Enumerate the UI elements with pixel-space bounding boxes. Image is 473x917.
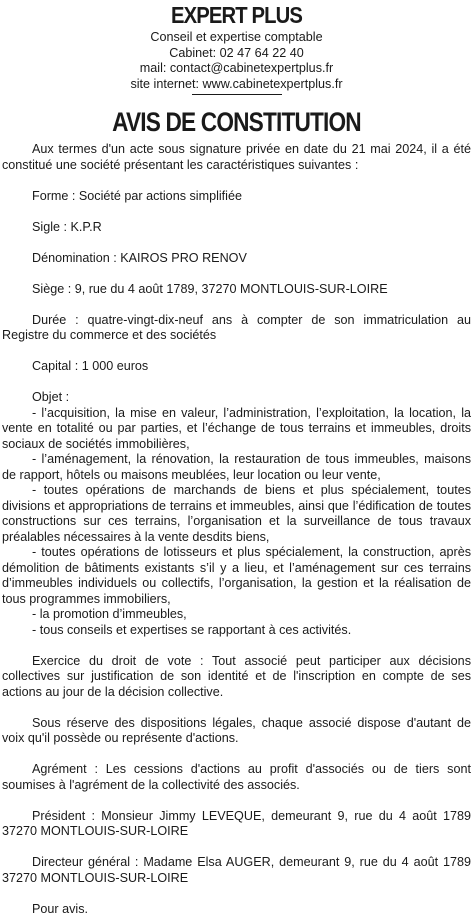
- siege-line: Siège : 9, rue du 4 août 1789, 37270 MONTLOUIS-SUR-LOIRE: [2, 282, 471, 298]
- firm-header: [2, 3, 471, 95]
- firm-tagline: Conseil et expertise comptable: [2, 30, 471, 46]
- objet-item: - toutes opérations de marchands de biens et plus spécialement, toutes divisions et appropriations de terrains et immeubles, ainsi que l’édification de toutes constructions sur ces terrains, l’organisation et la surveillance de tous travaux préalables nécessaires à la vente desdits biens,: [2, 483, 471, 545]
- firm-phone: Cabinet: 02 47 64 22 40: [2, 46, 471, 62]
- firm-name: EXPERT PLUS: [30, 3, 443, 27]
- notice-body: [2, 142, 471, 917]
- directeur-paragraph: Directeur général : Madame Elsa AUGER, demeurant 9, rue du 4 août 1789 37270 MONTLOUIS-SUR-LOIRE: [2, 855, 471, 886]
- objet-item: - l’acquisition, la mise en valeur, l’administration, l’exploitation, la location, la vente en totalité ou par parties, et l’échange de tous terrains et immeubles, droits sociaux de sociétés immobilières,: [2, 406, 471, 453]
- duree-paragraph: Durée : quatre-vingt-dix-neuf ans à compter de son immatriculation au Registre du commerce et des sociétés: [2, 313, 471, 344]
- president-paragraph: Président : Monsieur Jimmy LEVEQUE, demeurant 9, rue du 4 août 1789 37270 MONTLOUIS-SUR-LOIRE: [2, 809, 471, 840]
- firm-email: mail: contact@cabinetexpertplus.fr: [2, 61, 471, 77]
- sigle-line: Sigle : K.P.R: [2, 220, 471, 236]
- closing-line: Pour avis.: [2, 902, 471, 917]
- objet-item: - toutes opérations de lotisseurs et plus spécialement, la construction, après démolition de bâtiments existants s’il y a lieu, et l’aménagement sur ces terrains d’immeubles individuels ou collectifs, l’organisation, la gestion et la réalisation de tous programmes immobiliers,: [2, 545, 471, 607]
- reserve-paragraph: Sous réserve des dispositions légales, chaque associé dispose d'autant de voix qu'il possède ou représente d'actions.: [2, 716, 471, 747]
- forme-line: Forme : Société par actions simplifiée: [2, 189, 471, 205]
- denomination-line: Dénomination : KAIROS PRO RENOV: [2, 251, 471, 267]
- objet-item: - la promotion d’immeubles,: [2, 607, 471, 623]
- header-divider: [192, 94, 282, 95]
- intro-paragraph: Aux termes d'un acte sous signature privée en date du 21 mai 2024, il a été constitué une société présentant les caractéristiques suivantes :: [2, 142, 471, 173]
- capital-line: Capital : 1 000 euros: [2, 359, 471, 375]
- agrement-paragraph: Agrément : Les cessions d'actions au profit d'associés ou de tiers sont soumises à l'agrément de la collectivité des associés.: [2, 762, 471, 793]
- objet-label: Objet :: [2, 390, 471, 406]
- objet-item: - l’aménagement, la rénovation, la restauration de tous immeubles, maisons de rapport, hôtels ou maisons meublées, leur location ou leur vente,: [2, 452, 471, 483]
- firm-website: site internet: www.cabinetexpertplus.fr: [2, 77, 471, 93]
- objet-block: [2, 390, 471, 638]
- notice-title: AVIS DE CONSTITUTION: [40, 107, 434, 137]
- vote-paragraph: Exercice du droit de vote : Tout associé peut participer aux décisions collectives sur justification de son identité et de l'inscription en compte de ses actions au jour de la décision collective.: [2, 654, 471, 701]
- objet-item: - tous conseils et expertises se rapportant à ces activités.: [2, 623, 471, 639]
